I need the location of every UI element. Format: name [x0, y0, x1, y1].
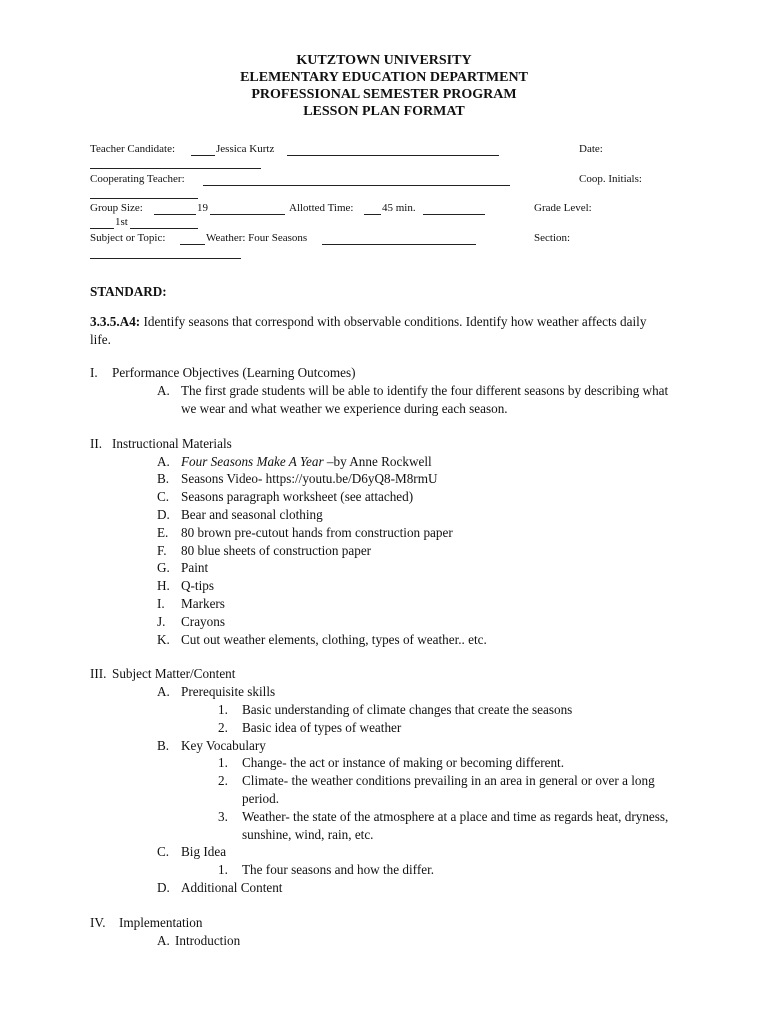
item-text: Prerequisite skills [181, 684, 276, 700]
item-letter: D. [157, 879, 170, 895]
section-title: Instructional Materials [112, 435, 232, 451]
book-title: Four Seasons Make A Year [181, 453, 327, 469]
grade-underline-lead [90, 228, 114, 229]
item-text: Seasons paragraph worksheet (see attached) [181, 489, 414, 505]
item-number: 2. [218, 773, 228, 789]
subject-topic-label: Subject or Topic: [90, 232, 166, 244]
section-title: Performance Objectives (Learning Outcomes) [112, 365, 356, 381]
item-text: Markers [181, 595, 225, 611]
standard-code: 3.3.5.A4: [90, 313, 141, 329]
item-letter: A. [157, 383, 170, 399]
section-title: Implementation [119, 914, 203, 930]
allotted-time-label: Allotted Time: [289, 202, 354, 214]
item-letter: B. [157, 471, 170, 487]
item-letter: A. [157, 684, 170, 700]
item-text: Additional Content [181, 879, 283, 895]
item-number: 1. [218, 862, 228, 878]
item-text: The first grade students will be able to identify the four different seasons by describing what we wear and what weather we experience during each season. [181, 383, 669, 416]
list-item [90, 932, 670, 950]
item-letter: C. [157, 844, 170, 860]
university-name: KUTZTOWN UNIVERSITY [296, 53, 472, 68]
item-text: Q-tips [181, 578, 214, 594]
item-text: Introduction [175, 932, 241, 948]
item-letter: E. [157, 524, 169, 540]
section-title: Subject Matter/Content [112, 666, 236, 682]
item-letter: G. [157, 560, 170, 576]
list-item [90, 524, 670, 542]
sub-list-item [90, 719, 670, 737]
item-text: Key Vocabulary [181, 737, 266, 753]
list-item [90, 879, 670, 897]
sub-list-item [90, 701, 670, 719]
list-item [90, 506, 670, 524]
date-label: Date: [579, 143, 603, 155]
teacher-underline-tail [287, 155, 499, 156]
standard-text [90, 313, 670, 349]
section-performance-objectives [90, 364, 670, 417]
section-underline [90, 258, 241, 259]
sub-list-item [90, 808, 670, 844]
section-heading [90, 914, 670, 932]
subject-topic-value: Weather: Four Seasons [206, 232, 308, 244]
sub-list-item [90, 861, 670, 879]
cooperating-teacher-label: Cooperating Teacher: [90, 173, 185, 185]
group-size-value: 19 [197, 202, 208, 214]
book-author: –by Anne Rockwell [326, 453, 432, 469]
section-instructional-materials [90, 435, 670, 649]
grade-level-value: 1st [115, 216, 128, 228]
item-text: Paint [181, 560, 209, 576]
time-underline-tail [423, 214, 485, 215]
list-item [90, 631, 670, 649]
item-letter: K. [157, 631, 170, 647]
item-text: Climate- the weather conditions prevailing in an area in general or over a long period. [242, 773, 655, 806]
item-text: Big Idea [181, 844, 227, 860]
section-heading [90, 435, 670, 453]
group-underline-tail [210, 214, 285, 215]
coop-teacher-underline [203, 185, 510, 186]
list-item [90, 488, 670, 506]
list-item [90, 559, 670, 577]
item-text: Weather- the state of the atmosphere at a place and time as regards heat, dryness, sunshine, wind, rain, etc. [242, 808, 669, 842]
list-item [90, 595, 670, 613]
program-name: PROFESSIONAL SEMESTER PROGRAM [251, 87, 517, 102]
standard-description: Identify seasons that correspond with observable conditions. Identify how weather affects daily life. [90, 313, 647, 347]
group-underline-lead [154, 214, 196, 215]
list-item [90, 577, 670, 595]
list-item [90, 843, 670, 861]
section-number: I. [90, 365, 98, 381]
section-subject-matter [90, 665, 670, 896]
group-size-label: Group Size: [90, 202, 143, 214]
item-text: Seasons Video- https://youtu.be/D6yQ8-M8rmU [181, 471, 438, 487]
standard-heading: STANDARD: [90, 284, 167, 299]
item-text: Basic idea of types of weather [242, 719, 402, 735]
subject-underline-tail [322, 244, 476, 245]
department-name: ELEMENTARY EDUCATION DEPARTMENT [240, 70, 528, 85]
item-text: Cut out weather elements, clothing, types of weather.. etc. [181, 631, 487, 647]
item-letter: D. [157, 506, 170, 522]
time-underline-lead [364, 214, 381, 215]
item-number: 2. [218, 719, 228, 735]
item-number: 1. [218, 701, 228, 717]
list-item [90, 737, 670, 755]
item-text: Change- the act or instance of making or becoming different. [242, 755, 565, 771]
list-item [90, 683, 670, 701]
sub-list-item [90, 754, 670, 772]
grade-underline-tail [130, 228, 198, 229]
item-letter: A. [157, 932, 170, 948]
grade-level-label: Grade Level: [534, 202, 592, 214]
teacher-candidate-value: Jessica Kurtz [216, 143, 275, 155]
item-letter: B. [157, 737, 170, 753]
item-text: 80 brown pre-cutout hands from construction paper [181, 524, 453, 540]
section-heading [90, 665, 670, 683]
item-number: 1. [218, 755, 228, 771]
subject-underline-lead [180, 244, 205, 245]
item-text [181, 453, 670, 471]
section-number: IV. [90, 914, 106, 930]
item-letter: J. [157, 613, 166, 629]
item-text: Crayons [181, 613, 225, 629]
item-text: 80 blue sheets of construction paper [181, 542, 372, 558]
list-item [90, 453, 670, 471]
item-letter: I. [157, 595, 165, 611]
section-heading [90, 364, 670, 382]
coop-initials-label: Coop. Initials: [579, 173, 642, 185]
list-item [90, 613, 670, 631]
section-number: III. [90, 666, 107, 682]
teacher-candidate-label: Teacher Candidate: [90, 143, 176, 155]
section-number: II. [90, 435, 103, 451]
section-implementation [90, 914, 670, 950]
list-item [90, 470, 670, 488]
item-letter: F. [157, 542, 167, 558]
teacher-underline-lead [191, 155, 215, 156]
list-item [90, 542, 670, 560]
coop-initials-underline [90, 198, 198, 199]
list-item [90, 382, 670, 418]
item-text: Bear and seasonal clothing [181, 506, 323, 522]
document-header [0, 52, 768, 120]
item-letter: H. [157, 578, 170, 594]
item-text: Basic understanding of climate changes that create the seasons [242, 701, 573, 717]
document-title: LESSON PLAN FORMAT [303, 104, 465, 119]
date-underline [90, 168, 261, 169]
lesson-body [90, 283, 670, 949]
allotted-time-value: 45 min. [382, 202, 416, 214]
sub-list-item [90, 772, 670, 808]
item-letter: A. [157, 453, 170, 469]
item-letter: C. [157, 489, 170, 505]
item-text: The four seasons and how the differ. [242, 862, 435, 878]
item-number: 3. [218, 808, 228, 824]
section-label: Section: [534, 232, 571, 244]
